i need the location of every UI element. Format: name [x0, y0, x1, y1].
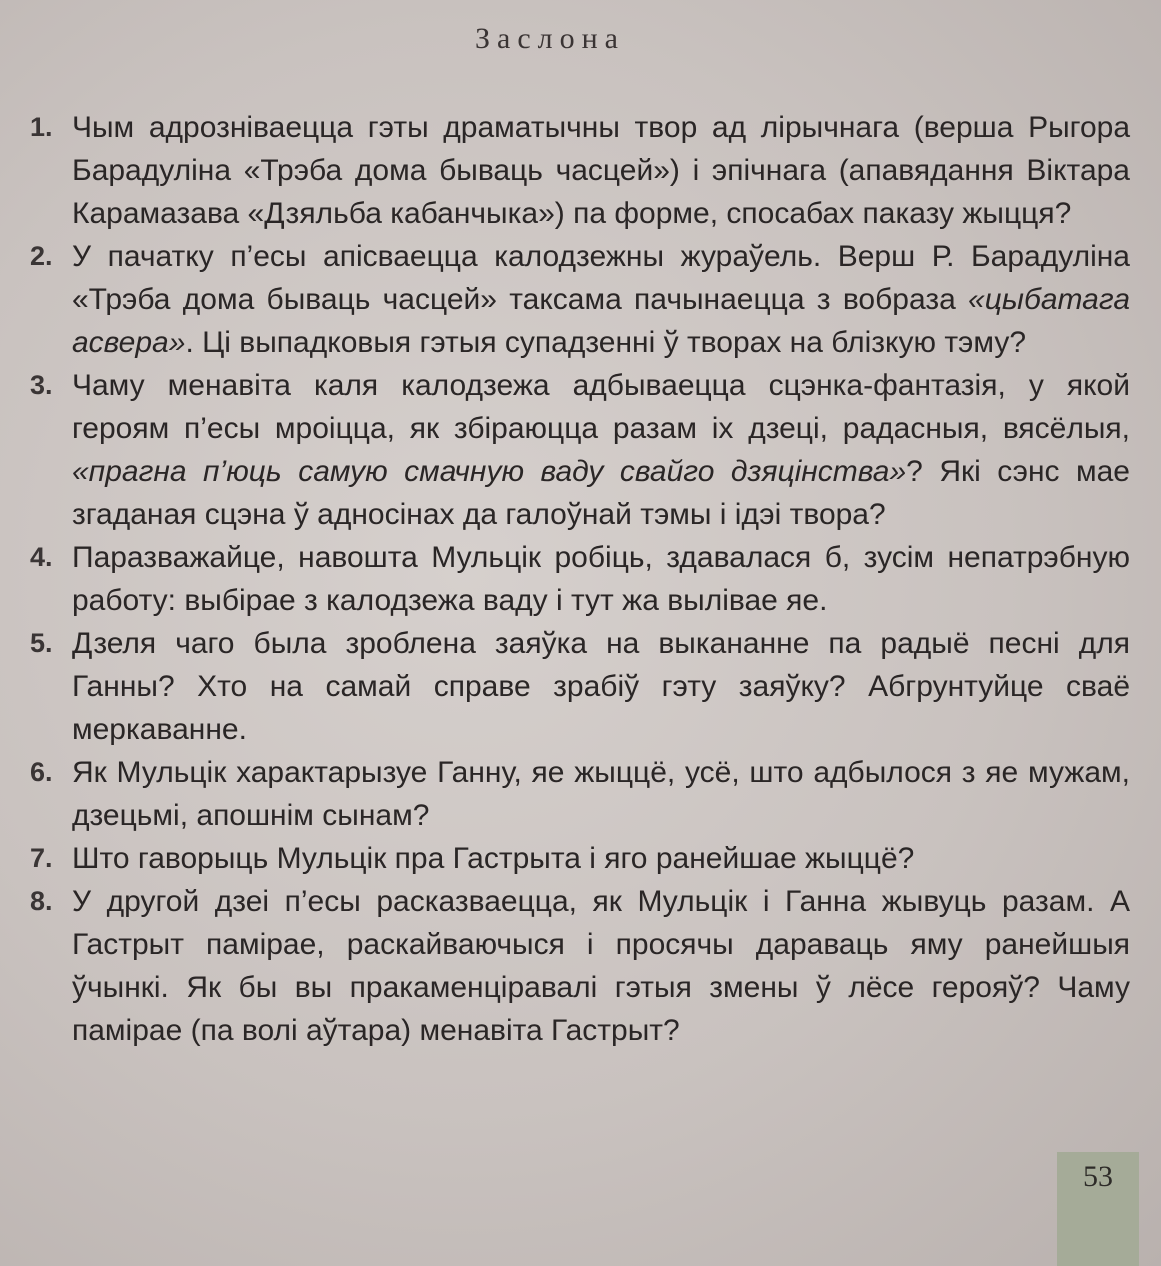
- question-text: У пачатку п’есы апісваецца калодзежны жураўель. Верш Р. Барадуліна «Трэба дома бываць часцей» таксама пачынаецца з вобраза: [72, 240, 1130, 316]
- question-text: . Ці выпадковыя гэтыя супадзенні ў творах на блізкую тэму?: [185, 326, 1027, 359]
- question-text: Чым адрозніваецца гэты драматычны твор ад лірычнага (верша Рыгора Барадуліна «Трэба дома бываць часцей») і эпічнага (апавядання Віктара Карамазава «Дзяльба кабанчыка») па форме, спосабах паказу жыцця?: [72, 111, 1130, 230]
- question-number: 3.: [30, 370, 53, 400]
- italic-quote: «прагна п’юць самую смачную ваду свайго дзяцінства»: [72, 455, 907, 488]
- question-item: [30, 751, 1130, 837]
- question-number: 8.: [30, 886, 53, 916]
- question-number: 7.: [30, 843, 53, 873]
- running-head: Заслона: [474, 22, 625, 55]
- question-item: [30, 235, 1130, 364]
- italic-quote: «цыбатага асвера»: [72, 283, 1130, 359]
- question-text: Паразважайце, навошта Мульцік робіць, здавалася б, зусім непатрэбную работу: выбірае з калодзежа ваду і тут жа вылівае яе.: [72, 541, 1130, 617]
- question-item: [30, 622, 1130, 751]
- question-text: Што гаворыць Мульцік пра Гастрыта і яго ранейшае жыццё?: [72, 842, 915, 875]
- question-text: Чаму менавіта каля калодзежа адбываецца сцэнка-фантазія, у якой героям п’есы мроіцца, як збіраюцца разам іх дзеці, радасныя, вясёлыя,: [72, 369, 1130, 445]
- question-item: [30, 536, 1130, 622]
- question-item: [30, 364, 1130, 536]
- question-text: Як Мульцік характарызуе Ганну, яе жыццё, усё, што адбылося з яе мужам, дзецьмі, апошнім сынам?: [72, 756, 1130, 832]
- question-text: ? Які сэнс мае згаданая сцэна ў адносінах да галоўнай тэмы і ідэі твора?: [72, 455, 1130, 531]
- page-number: 53: [1083, 1160, 1113, 1193]
- question-item: [30, 837, 1130, 880]
- question-number: 5.: [30, 628, 53, 658]
- question-text: У другой дзеі п’есы расказваецца, як Мульцік і Ганна жывуць разам. А Гастрыт памірае, раскайваючыся і просячы дараваць яму ранейшыя ўчынкі. Як бы вы пракаменціравалі гэтыя змены ў лёсе герояў? Чаму памірае (па волі аўтара) менавіта Гастрыт?: [72, 885, 1130, 1047]
- question-number: 4.: [30, 542, 53, 572]
- question-number: 6.: [30, 757, 53, 787]
- question-item: [30, 880, 1130, 1052]
- page-number-tab: [1057, 1152, 1139, 1266]
- question-item: [30, 106, 1130, 235]
- question-number: 1.: [30, 112, 53, 142]
- question-list: [30, 106, 1130, 1052]
- question-number: 2.: [30, 241, 53, 271]
- question-text: Дзеля чаго была зроблена заяўка на выкананне па радыё песні для Ганны? Хто на самай справе зрабіў гэту заяўку? Абгрунтуйце сваё меркаванне.: [72, 627, 1130, 746]
